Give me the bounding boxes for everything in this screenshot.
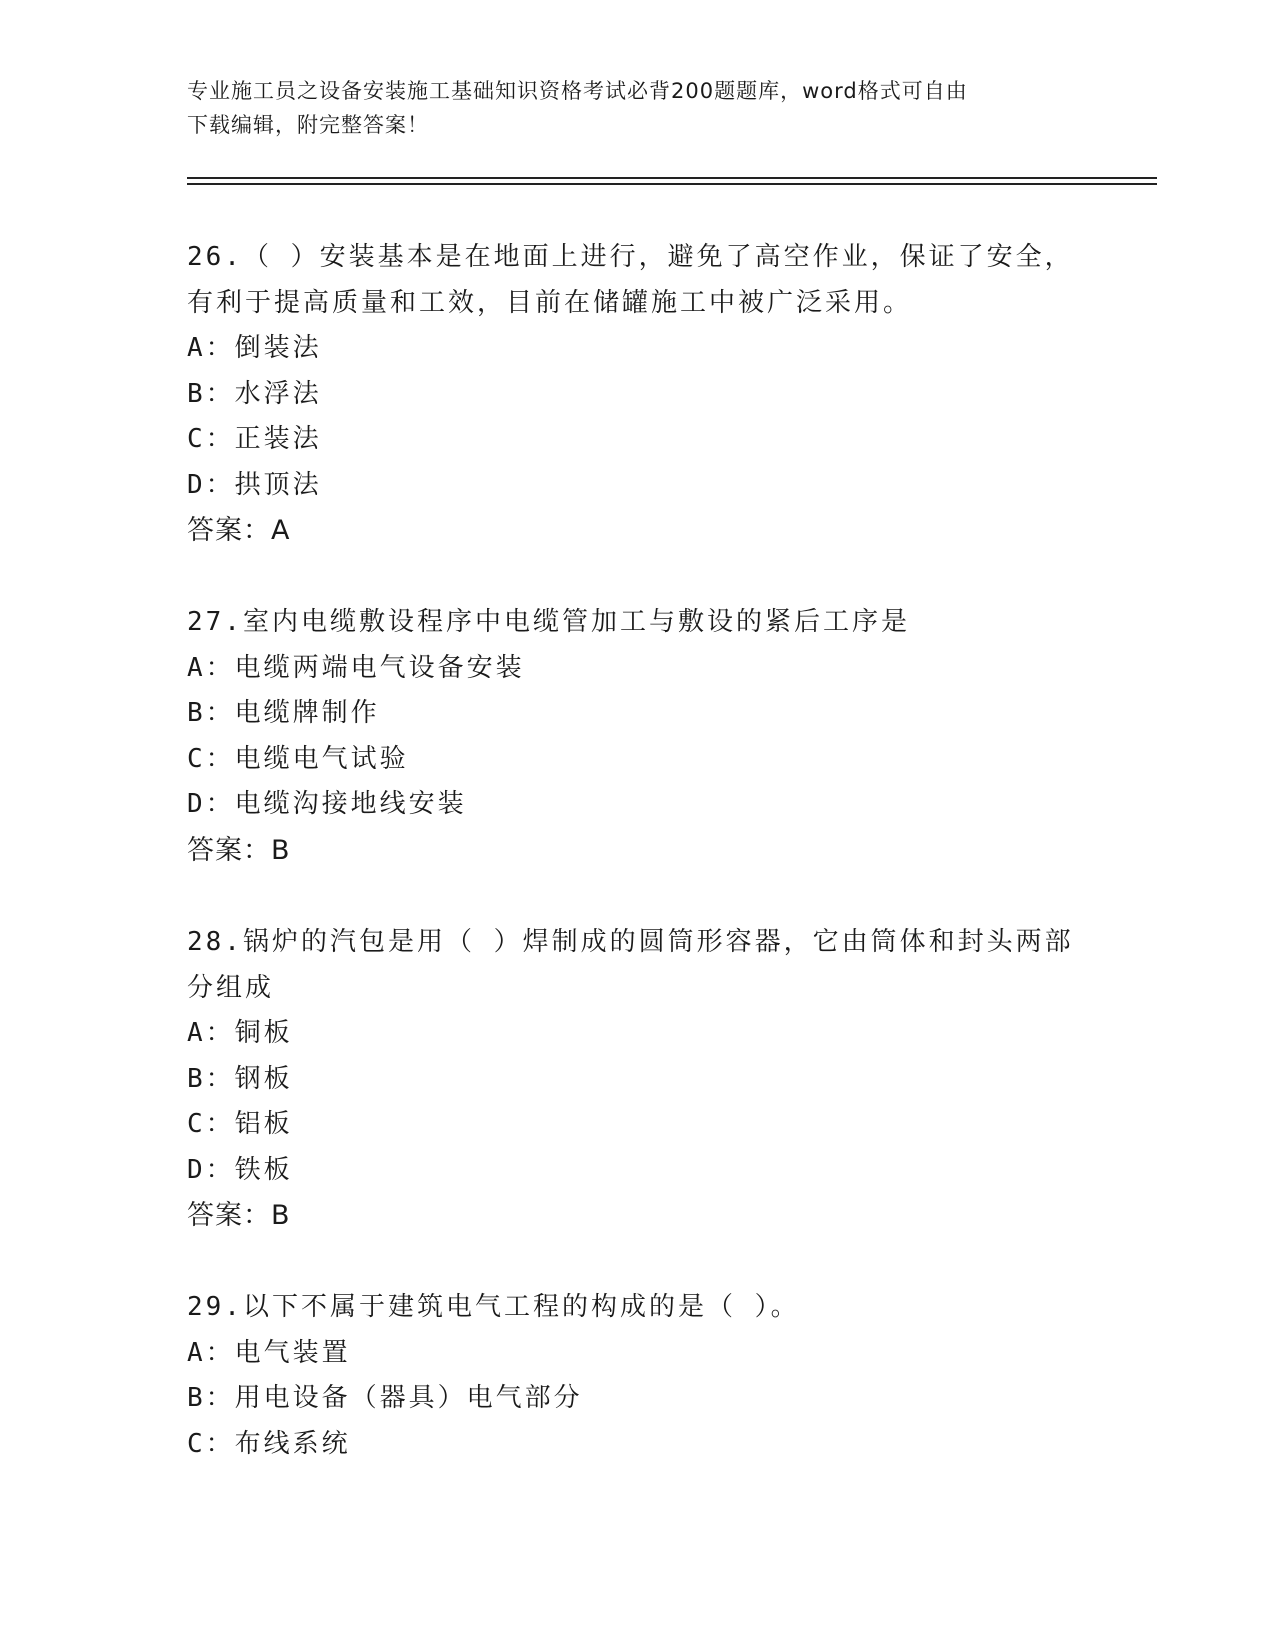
option-a: A：铜板	[187, 1018, 293, 1048]
question-26	[187, 235, 1087, 554]
document-header	[187, 74, 1087, 142]
option-d: D：铁板	[187, 1154, 293, 1185]
question-stem-line: 分组成	[187, 972, 275, 1003]
option-a: A：倒装法	[187, 333, 322, 363]
option-b: B：电缆牌制作	[187, 698, 380, 728]
answer: 答案：B	[187, 834, 291, 866]
header-divider-top	[187, 177, 1157, 179]
question-28	[187, 920, 1087, 1239]
option-d: D：电缆沟接地线安装	[187, 789, 467, 819]
answer: 答案：A	[187, 515, 291, 546]
header-divider-bottom	[187, 183, 1157, 185]
option-b: B：水浮法	[187, 378, 322, 409]
question-stem-line: 26.（ ）安装基本是在地面上进行，避免了高空作业，保证了安全，	[187, 242, 1074, 272]
question-stem-line: 27.室内电缆敷设程序中电缆管加工与敷设的紧后工序是	[187, 607, 910, 637]
answer: 答案：B	[187, 1200, 291, 1231]
option-c: C：正装法	[187, 424, 322, 454]
option-c: C：布线系统	[187, 1428, 351, 1459]
option-b: B：用电设备（器具）电气部分	[187, 1383, 583, 1413]
question-stem-line: 28.锅炉的汽包是用（ ）焊制成的圆筒形容器，它由筒体和封头两部	[187, 927, 1074, 957]
option-a: A：电缆两端电气设备安装	[187, 652, 525, 683]
question-stem-line: 29.以下不属于建筑电气工程的构成的是（ ）。	[187, 1292, 800, 1322]
question-27	[187, 600, 1087, 873]
question-stem-line: 有利于提高质量和工效，目前在储罐施工中被广泛采用。	[187, 287, 913, 318]
question-29	[187, 1285, 1087, 1467]
header-line-1: 专业施工员之设备安装施工基础知识资格考试必背200题题库，word格式可自由	[187, 79, 968, 103]
option-a: A：电气装置	[187, 1337, 351, 1368]
option-c: C：电缆电气试验	[187, 743, 409, 774]
header-line-2: 下载编辑，附完整答案！	[187, 113, 429, 137]
option-d: D：拱顶法	[187, 469, 322, 500]
option-c: C：铝板	[187, 1109, 293, 1139]
option-b: B：钢板	[187, 1063, 293, 1094]
